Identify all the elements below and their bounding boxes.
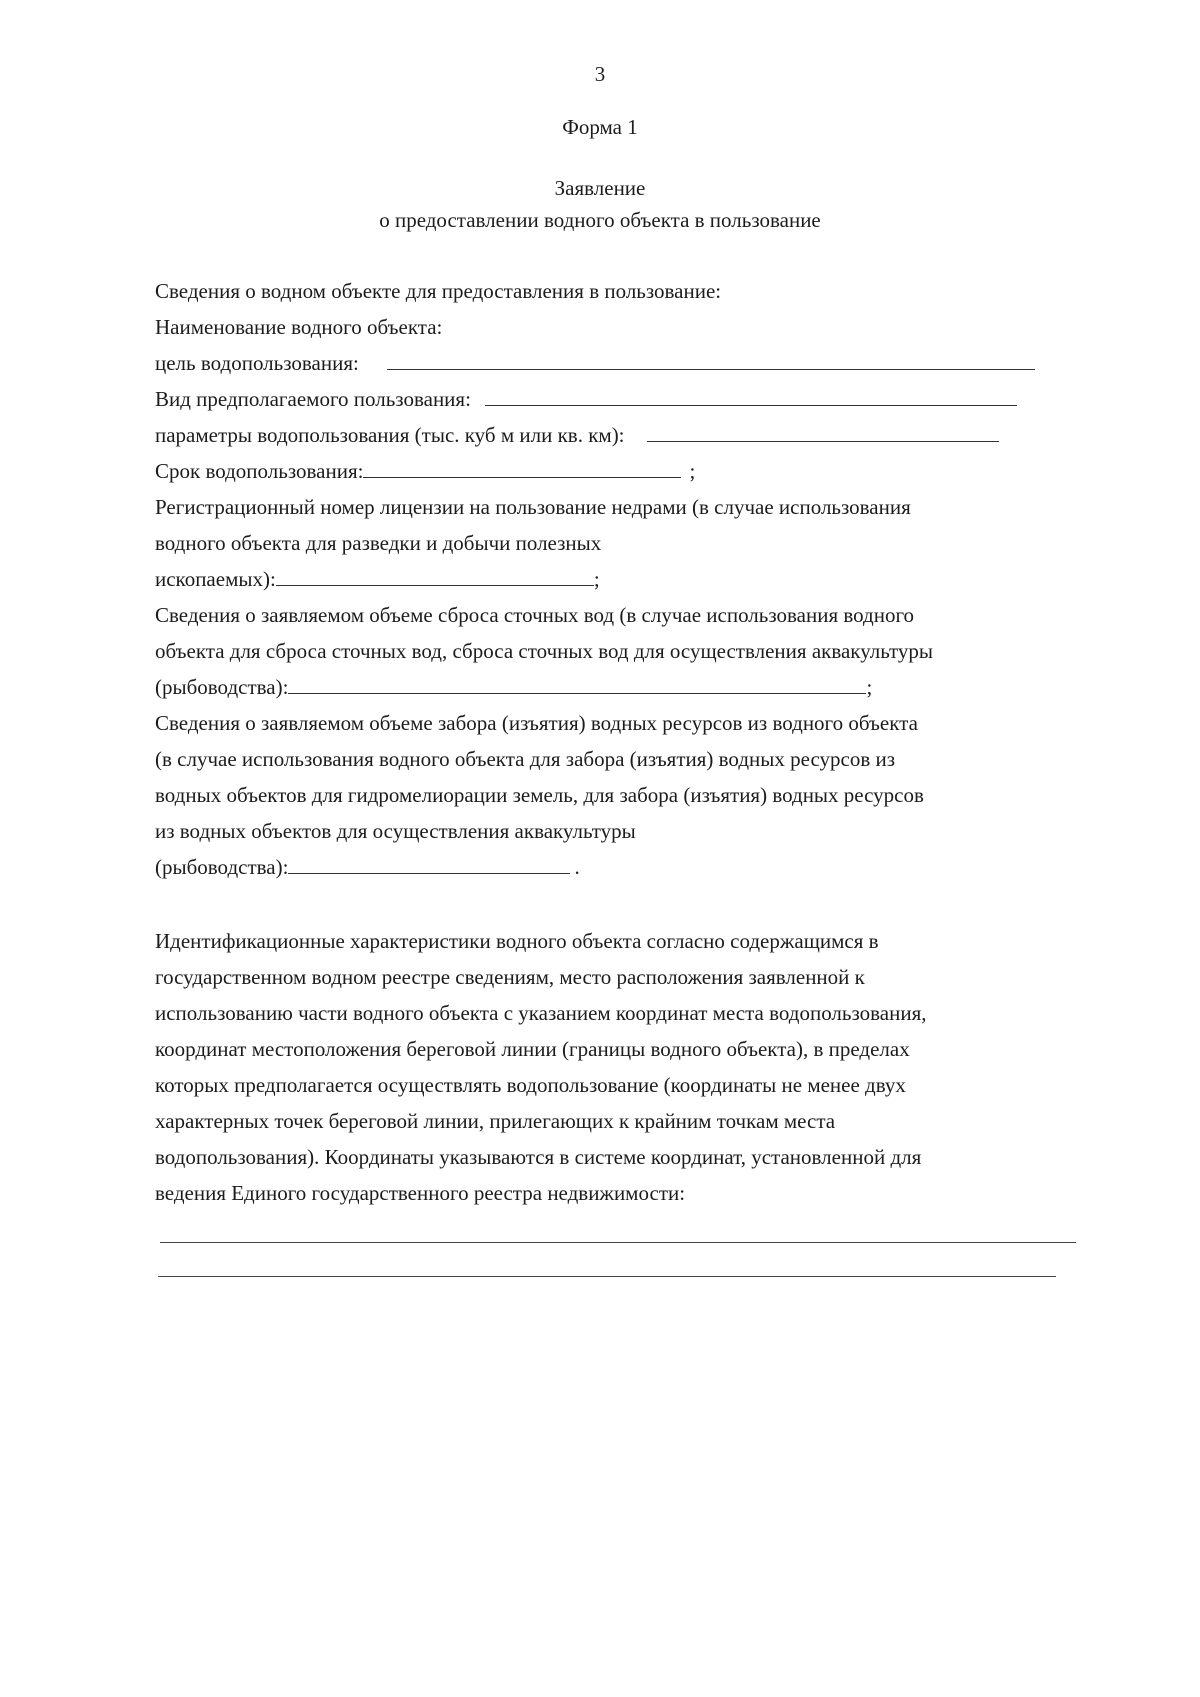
blank-field[interactable]: [485, 385, 1017, 406]
section1-line: Сведения о заявляемом объеме забора (изъятия) водных ресурсов из водного объекта: [155, 711, 918, 735]
section1-line: объекта для сброса сточных вод, сброса сточных вод для осуществления аквакультуры: [155, 639, 934, 663]
section2-line: координат местоположения береговой линии (границы водного объекта), в пределах: [155, 1037, 910, 1061]
field-end-punct: ;: [866, 675, 873, 699]
title-line-2: о предоставлении водного объекта в пользование: [379, 208, 821, 232]
section1-field-row: [155, 669, 872, 705]
blank-line[interactable]: [158, 1276, 1056, 1277]
field-label: (рыбоводства):: [155, 855, 289, 879]
blank-field[interactable]: [363, 457, 681, 478]
field-end-punct: ;: [689, 459, 696, 483]
section1-field-row: [155, 381, 1017, 417]
section2-line: которых предполагается осуществлять водопользование (координаты не менее двух: [155, 1073, 906, 1097]
field-label: параметры водопользования (тыс. куб м или кв. км):: [155, 423, 625, 447]
section1-field-row: [155, 453, 695, 489]
section1-field-row: [155, 417, 999, 453]
field-label: цель водопользования:: [155, 351, 359, 375]
section2-line: водопользования). Координаты указываются в системе координат, установленной для: [155, 1145, 922, 1169]
section1-line: Сведения о заявляемом объеме сброса сточных вод (в случае использования водного: [155, 603, 915, 627]
field-label: ископаемых):: [155, 567, 276, 591]
blank-field[interactable]: [288, 673, 866, 694]
section1-line: (в случае использования водного объекта для забора (изъятия) водных ресурсов из: [155, 747, 896, 771]
section2-line: характерных точек береговой линии, прилегающих к крайним точкам места: [155, 1109, 836, 1133]
section1-line: Наименование водного объекта:: [155, 315, 443, 339]
blank-field[interactable]: [387, 349, 1035, 370]
form-label: Форма 1: [562, 115, 638, 139]
blank-field[interactable]: [647, 421, 999, 442]
section2-line: государственном водном реестре сведениям, место расположения заявленной к: [155, 965, 865, 989]
section1-field-row: [155, 849, 580, 885]
field-label: Срок водопользования:: [155, 459, 364, 483]
section1-field-row: [155, 561, 600, 597]
blank-line[interactable]: [160, 1242, 1076, 1243]
section1-line: водных объектов для гидромелиорации земель, для забора (изъятия) водных ресурсов: [155, 783, 924, 807]
page-number: 3: [594, 62, 606, 86]
section1-field-row: [155, 345, 1035, 381]
section1-line: из водных объектов для осуществления аквакультуры: [155, 819, 636, 843]
field-label: Вид предполагаемого пользования:: [155, 387, 471, 411]
title-line-1: Заявление: [554, 176, 646, 200]
section1-line: Сведения о водном объекте для предоставления в пользование:: [155, 279, 722, 303]
section2-line: использованию части водного объекта с указанием координат места водопользования,: [155, 1001, 927, 1025]
blank-field[interactable]: [288, 853, 570, 874]
section2-line: Идентификационные характеристики водного объекта согласно содержащимся в: [155, 929, 879, 953]
section2-line: ведения Единого государственного реестра недвижимости:: [155, 1181, 686, 1205]
field-label: (рыбоводства):: [155, 675, 289, 699]
section1-line: водного объекта для разведки и добычи полезных: [155, 531, 602, 555]
section1-line: Регистрационный номер лицензии на пользование недрами (в случае использования: [155, 495, 911, 519]
blank-field[interactable]: [276, 565, 594, 586]
field-end-punct: ;: [593, 567, 600, 591]
field-end-punct: .: [574, 855, 580, 879]
